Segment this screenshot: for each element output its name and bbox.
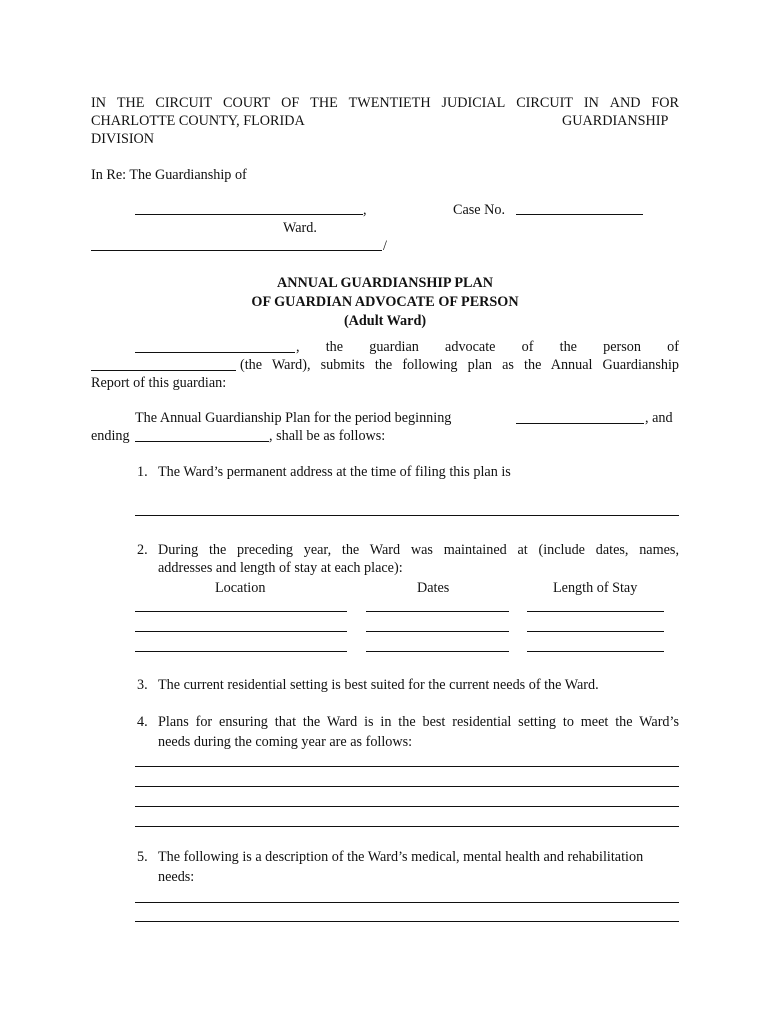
period-text-end: , and	[645, 410, 673, 426]
stay-length-field[interactable]	[527, 611, 664, 612]
item-5-answer-line[interactable]	[135, 902, 679, 903]
ward-label: Ward.	[283, 220, 317, 236]
stay-length-field[interactable]	[527, 651, 664, 652]
case-number-label: Case No.	[453, 202, 506, 218]
stay-header-location: Location	[215, 580, 266, 596]
caption-slash: /	[383, 238, 387, 254]
court-heading-word: IN	[91, 95, 106, 111]
item-4-answer-line[interactable]	[135, 766, 679, 767]
stay-header-dates: Dates	[417, 580, 450, 596]
ward-name-field-2[interactable]	[91, 370, 236, 371]
court-division-cont: DIVISION	[91, 131, 155, 147]
item-4-answer-line[interactable]	[135, 786, 679, 787]
court-heading-word: AND	[609, 95, 641, 111]
title-line1: ANNUAL GUARDIANSHIP PLAN	[277, 275, 493, 291]
court-heading-line1	[91, 94, 679, 112]
item-5-text-line2: needs:	[158, 869, 195, 885]
court-heading-word: FOR	[651, 95, 679, 111]
guardian-name-field[interactable]	[135, 352, 295, 353]
caption-bottom-line	[91, 250, 382, 251]
item-2-text-line2: addresses and length of stay at each place):	[158, 560, 403, 576]
intro-line2: (the Ward), submits the following plan as the Annual Guardianship	[240, 357, 679, 373]
intro-line1	[296, 338, 679, 356]
item-2-text-line1: During the preceding year, the Ward was maintained at (include dates, names,	[158, 542, 679, 558]
case-number-field[interactable]	[516, 214, 643, 215]
item-5-number: 5.	[137, 849, 148, 865]
intro-word: of	[667, 339, 679, 355]
title-line2: OF GUARDIAN ADVOCATE OF PERSON	[251, 294, 519, 310]
item-5-text-line1: The following is a description of the Ward’s medical, mental health and rehabilitation	[158, 849, 644, 865]
ward-name-field[interactable]	[135, 214, 363, 215]
intro-word: of	[521, 339, 534, 355]
court-heading-word: THE	[310, 95, 338, 111]
item-3-number: 3.	[137, 677, 148, 693]
stay-dates-field[interactable]	[366, 631, 509, 632]
court-heading-word: IN	[583, 95, 599, 111]
period-ending-label: ending	[91, 428, 130, 444]
stay-header-length: Length of Stay	[553, 580, 638, 596]
period-text-start: The Annual Guardianship Plan for the period beginning	[135, 410, 452, 426]
intro-word: guardian	[369, 339, 419, 355]
item-1-number: 1.	[137, 464, 148, 480]
period-shall-text: , shall be as follows:	[269, 428, 386, 444]
court-heading-word: JUDICIAL	[441, 95, 506, 111]
court-county: CHARLOTTE COUNTY, FLORIDA	[91, 113, 305, 129]
item-2-number: 2.	[137, 542, 148, 558]
item-4-answer-line[interactable]	[135, 806, 679, 807]
intro-word: ,	[296, 339, 300, 355]
item-3-text: The current residential setting is best suited for the current needs of the Ward.	[158, 677, 599, 693]
stay-location-field[interactable]	[135, 651, 347, 652]
stay-dates-field[interactable]	[366, 651, 509, 652]
court-heading-word: CIRCUIT	[516, 95, 573, 111]
ward-name-comma: ,	[363, 202, 367, 218]
court-heading-word: CIRCUIT	[155, 95, 213, 111]
intro-word: person	[603, 339, 641, 355]
item-1-answer-line[interactable]	[135, 515, 679, 516]
court-heading-word: TWENTIETH	[348, 95, 431, 111]
item-4-text-line2: needs during the coming year are as follows:	[158, 734, 413, 750]
in-re-label: In Re: The Guardianship of	[91, 167, 247, 183]
item-4-text-line1: Plans for ensuring that the Ward is in the best residential setting to meet the Ward’s	[158, 714, 679, 730]
item-1-text: The Ward’s permanent address at the time of filing this plan is	[158, 464, 511, 480]
stay-location-field[interactable]	[135, 611, 347, 612]
item-4-answer-line[interactable]	[135, 826, 679, 827]
intro-line3: Report of this guardian:	[91, 375, 227, 391]
court-heading-word: THE	[116, 95, 145, 111]
title-line3: (Adult Ward)	[343, 313, 427, 329]
stay-dates-field[interactable]	[366, 611, 509, 612]
court-heading-word: COURT	[223, 95, 271, 111]
item-4-number: 4.	[137, 714, 148, 730]
item-5-answer-line[interactable]	[135, 921, 679, 922]
stay-length-field[interactable]	[527, 631, 664, 632]
period-end-field[interactable]	[135, 441, 269, 442]
court-heading-word: OF	[281, 95, 300, 111]
intro-word: the	[559, 339, 577, 355]
intro-word: the	[325, 339, 344, 355]
period-begin-field[interactable]	[516, 423, 644, 424]
intro-word: advocate	[445, 339, 496, 355]
stay-location-field[interactable]	[135, 631, 347, 632]
court-division: GUARDIANSHIP	[562, 113, 669, 129]
